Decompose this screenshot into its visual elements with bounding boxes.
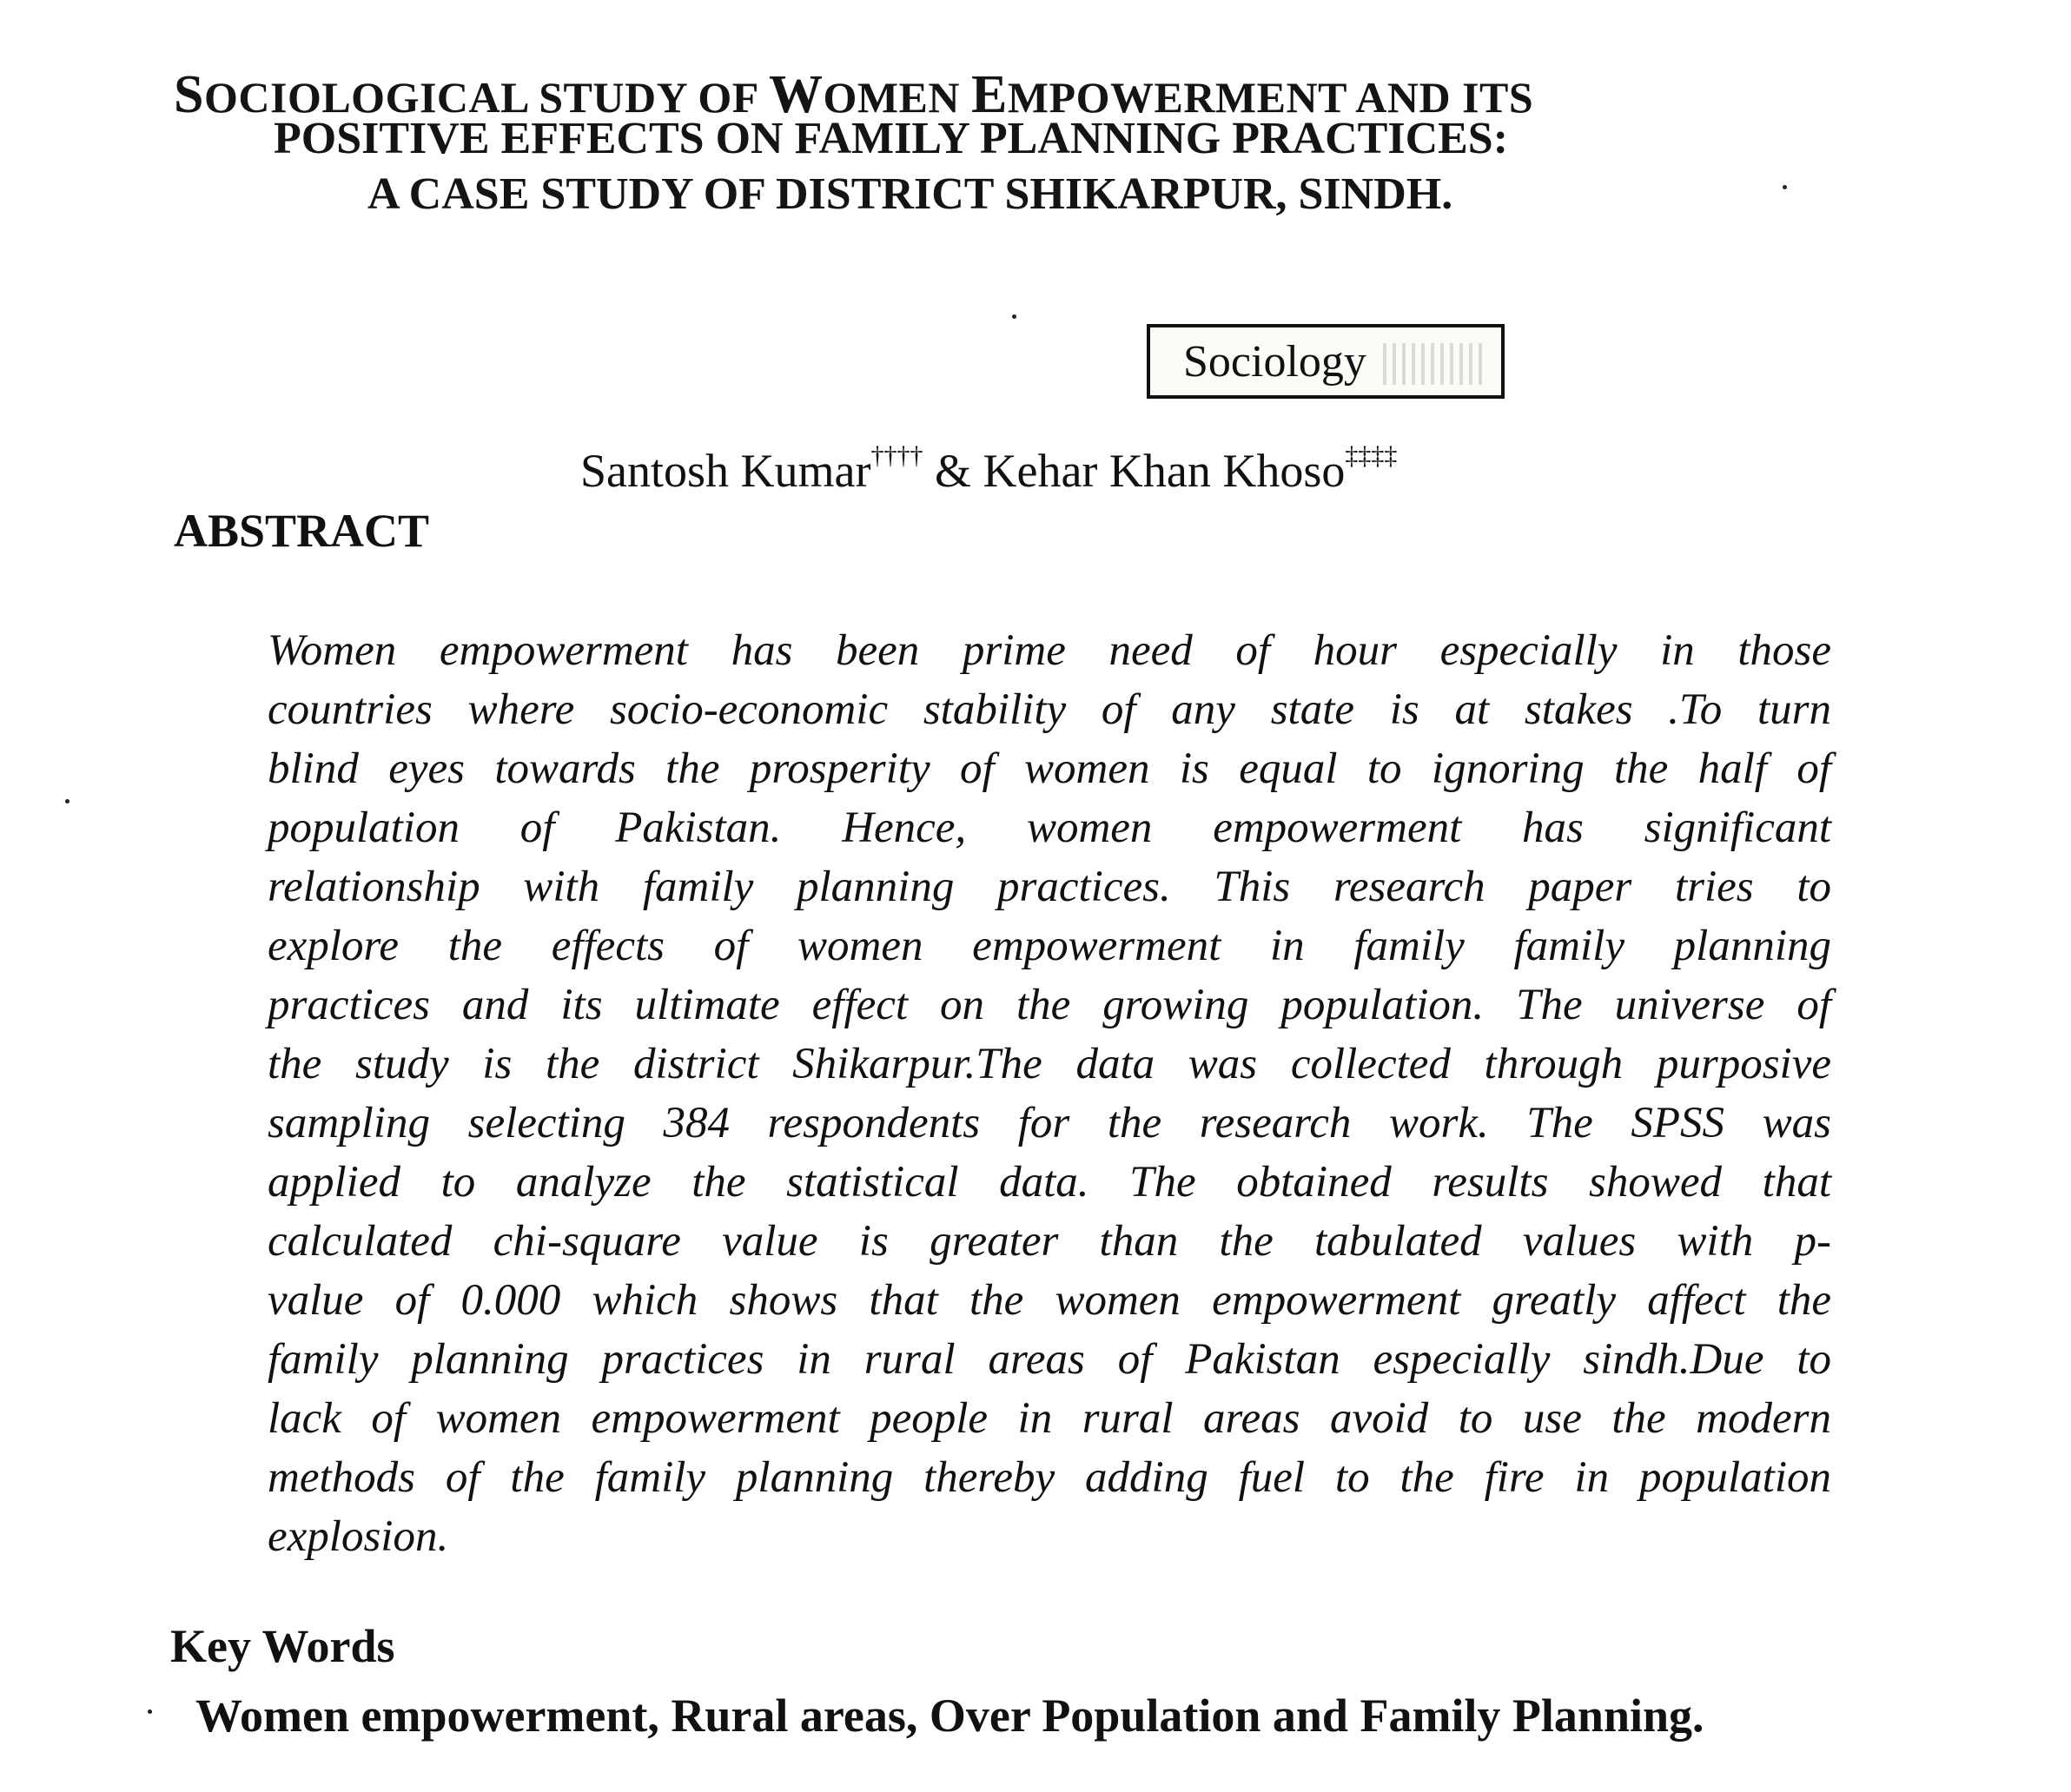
abstract-line: methods of the family planning thereby adding fuel to the fire in population <box>268 1453 1831 1502</box>
title-part: S <box>174 65 204 124</box>
keywords-list: Women empowerment, Rural areas, Over Population and Family Planning. <box>195 1690 1704 1742</box>
abstract-line: explore the effects of women empowerment in family family planning <box>268 922 1831 970</box>
title-part: E <box>970 65 1008 124</box>
abstract-line: relationship with family planning practices. This research paper tries to <box>268 863 1831 911</box>
abstract-line: applied to analyze the statistical data. The obtained results showed that <box>268 1158 1831 1207</box>
subject-badge <box>1147 324 1505 399</box>
title-part: W <box>768 65 824 124</box>
abstract-line: sampling selecting 384 respondents for the research work. The SPSS was <box>268 1099 1831 1147</box>
abstract-line: the study is the district Shikarpur.The data was collected through purposive <box>268 1040 1831 1088</box>
scan-speck <box>1012 314 1016 319</box>
abstract-line: lack of women empowerment people in rural areas avoid to use the modern <box>268 1394 1831 1443</box>
author-name: Kehar Khan Khoso <box>983 445 1346 497</box>
abstract-line: family planning practices in rural areas of Pakistan especially sindh.Due to <box>268 1335 1831 1384</box>
paper-title-line-2: POSITIVE EFFECTS ON FAMILY PLANNING PRACTICES: <box>274 114 1509 163</box>
abstract-line: calculated chi-square value is greater than the tabulated values with p- <box>268 1217 1831 1266</box>
abstract-line: population of Pakistan. Hence, women empowerment has significant <box>268 803 1831 852</box>
scan-noise <box>1383 343 1487 385</box>
title-part: OCIOLOGICAL STUDY OF <box>203 73 769 122</box>
author-line <box>580 441 1397 498</box>
title-part: MPOWERMENT AND ITS <box>1007 73 1534 122</box>
abstract-heading: ABSTRACT <box>174 505 430 557</box>
abstract-line: Women empowerment has been prime need of hour especially in those <box>268 626 1831 675</box>
scan-speck <box>148 1709 152 1714</box>
author-footnote-mark: ‡‡‡‡ <box>1345 441 1398 470</box>
scan-speck <box>65 799 69 803</box>
scan-speck <box>1783 185 1787 189</box>
title-part: OMEN <box>823 73 971 122</box>
subject-badge-label: Sociology <box>1183 336 1366 387</box>
abstract-line: value of 0.000 which shows that the women empowerment greatly affect the <box>268 1276 1831 1325</box>
author-name: Santosh Kumar <box>580 445 871 497</box>
author-separator: & <box>934 445 971 497</box>
author-footnote-mark: †††† <box>870 441 923 470</box>
abstract-line: explosion. <box>268 1512 449 1561</box>
abstract-line: practices and its ultimate effect on the growing population. The universe of <box>268 981 1831 1029</box>
abstract-line: blind eyes towards the prosperity of women is equal to ignoring the half of <box>268 744 1831 793</box>
abstract-body <box>268 621 1831 1566</box>
paper-title-line-3: A CASE STUDY OF DISTRICT SHIKARPUR, SINDH. <box>367 169 1453 219</box>
abstract-line: countries where socio-economic stability of any state is at stakes .To turn <box>268 685 1831 734</box>
keywords-heading: Key Words <box>170 1620 395 1672</box>
